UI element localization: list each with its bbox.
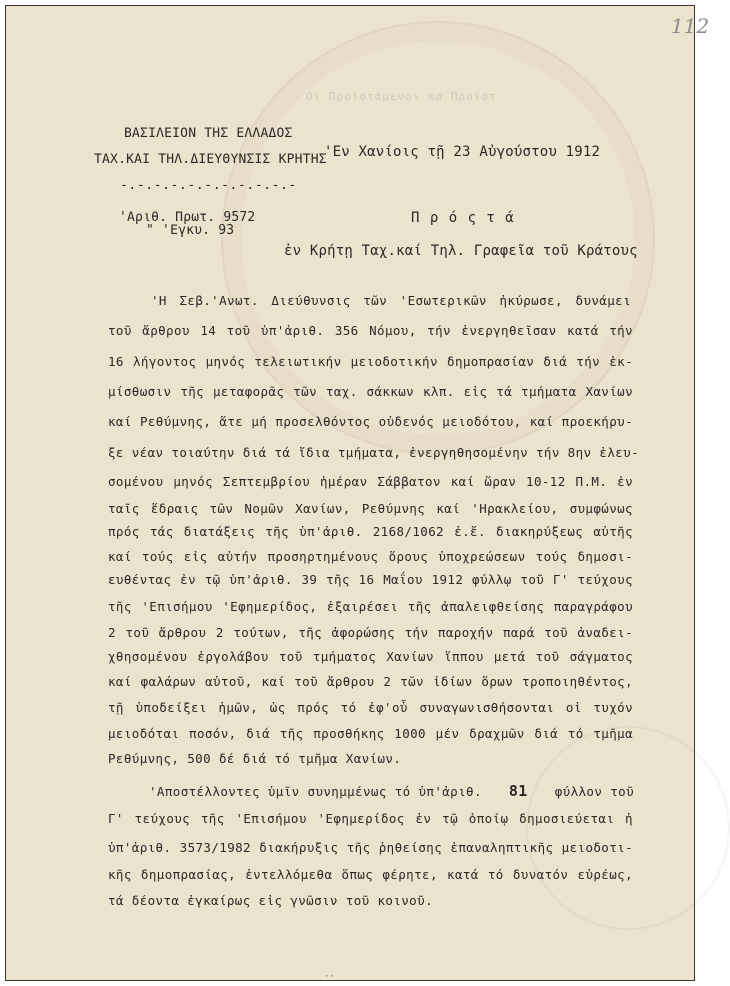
paragraph-line: πρός τάς διατάξεις τῆς ὑπ'ἀριθ. 2168/1062 ἐ.ἔ. διακηρύξεως αὐτῆς: [108, 524, 633, 539]
paragraph-line: ευθέντας ἐν τῷ ὑπ'ἀριθ. 39 τῆς 16 Μαΐου 1912 φύλλῳ τοῦ Γ' τεύχους: [108, 572, 633, 587]
protocol-number: 'Αριθ. Πρωτ. 9572: [119, 210, 256, 225]
paragraph-line: 16 λήγοντος μηνός τελειωτικήν μειοδοτικήν δημοπρασίαν διά τήν ἐκ-: [108, 354, 633, 369]
paragraph-line: χθησομένου ἐργολάβου τοῦ τμήματος Χανίων ἵππου μετά τοῦ σάγματος: [108, 649, 633, 664]
paragraph-line: ταῖς ἕδραις τῶν Νομῶν Χανίων, Ρεθύμνης καί 'Ηρακλείου, συμφώνως: [108, 501, 633, 516]
paragraph-line: καί Ρεθύμνης, ἅτε μή προσελθόντος οὐδενός μειοδότου, καί προεκήρυ-: [108, 414, 633, 429]
paragraph-line: [149, 782, 634, 800]
sender-kingdom: ΒΑΣΙΛΕΙΟΝ ΤΗΣ ΕΛΛΑΔΟΣ: [124, 126, 293, 141]
paragraph-line: καί τούς εἰς αὐτήν προσηρτημένους ὅρους ὑποχρεώσεων τούς δημοσι-: [108, 549, 633, 564]
paragraph-line: ξε νέαν τοιαύτην διά τά ἴδια τμήματα, ἐνεργηθησομένην τήν 8ην ἐλευ-: [108, 445, 640, 460]
paragraph-line: ὑπ'ἀριθ. 3573/1982 διακήρυξις τῆς ῥηθείσης ἐπαναληπτικῆς μειοδοτι-: [108, 840, 633, 855]
paragraph-line: μειοδόται ποσόν, διά τῆς προσθήκης 1000 μέν δραχμῶν διά τό τμῆμα: [108, 726, 633, 741]
separator-line: -.-.-.-.-.-.-.-.-.-.-: [120, 178, 297, 193]
sheet-number: 81: [508, 782, 528, 800]
paragraph-2-end: φύλλον τοῦ: [554, 784, 634, 799]
recipient-to: Π ρ ό ς τ ά: [411, 210, 515, 226]
paragraph-line: τοῦ ἄρθρου 14 τοῦ ὑπ'ἀριθ. 356 Νόμου, τήν ἐνεργηθεῖσαν κατά τήν: [108, 323, 633, 338]
paragraph-line: 'Η Σεβ.'Ανωτ. Διεύθυνσις τῶν 'Εσωτερικῶν ἠκύρωσε, δυνάμει: [151, 293, 631, 308]
recipient-offices: ἐν Κρήτῃ Ταχ.καί Τηλ. Γραφεῖα τοῦ Κράτους: [284, 243, 638, 259]
page-number: 112: [671, 14, 710, 38]
paragraph-line: Ρεθύμνης, 500 δέ διά τό τμῆμα Χανίων.: [108, 751, 402, 766]
paragraph-line: σομένου μηνός Σεπτεμβρίου ἡμέραν Σάββατον καί ὥραν 10-12 Π.Μ. ἐν: [108, 474, 633, 489]
document-page: [5, 5, 710, 982]
place-date: 'Εν Χανίοις τῇ 23 Αὐγούστου 1912: [324, 144, 601, 160]
paragraph-line: τῆς 'Επισήμου 'Εφημερίδος, ἐξαιρέσει τῆς ἀπαλειφθείσης παραγράφου: [108, 599, 633, 614]
paragraph-line: τά δέοντα ἐγκαίρως εἰς γνῶσιν τοῦ κοινοῦ.: [108, 893, 433, 908]
sender-directorate: ΤΑΧ.ΚΑΙ ΤΗΛ.ΔΙΕΥΘΥΝΣΙΣ ΚΡΗΤΗΣ: [94, 152, 327, 167]
paragraph-line: καί φαλάρων αὐτοῦ, καί τοῦ ἄρθρου 2 τῶν ἰδίων ὅρων τροποιηθέντος,: [108, 674, 633, 689]
paragraph-line: κῆς δημοπρασίας, ἐντελλόμεθα ὅπως φέρητε, κατά τό δυνατόν εὐρέως,: [108, 867, 633, 882]
bottom-mark: ··: [324, 972, 335, 982]
paragraph-line: τῇ ὑποδείξει ἡμῶν, ὡς πρός τό ἐφ'οὗ συναγωνισθήσονται οἱ τυχόν: [108, 700, 633, 715]
paragraph-2-start: 'Αποστέλλοντες ὑμῖν συνημμένως τό ὑπ'ἀριθ.: [149, 784, 482, 799]
paragraph-line: μίσθωσιν τῆς μεταφορᾶς τῶν ταχ. σάκκων κλπ. εἰς τά τμήματα Χανίων: [108, 384, 633, 399]
paragraph-line: 2 τοῦ ἄρθρου 2 τούτων, τῆς ἀφορώσης τήν παροχήν παρά τοῦ ἀναδει-: [108, 625, 633, 640]
circular-number: " 'Εγκυ. 93: [146, 223, 235, 238]
paragraph-line: Γ' τεύχους τῆς 'Επισήμου 'Εφημερίδος ἐν τῷ ὁποίῳ δημοσιεύεται ἡ: [108, 811, 633, 826]
faded-header-text: Οι Προϊστάμενοι κα Προϊστ: [306, 90, 497, 103]
